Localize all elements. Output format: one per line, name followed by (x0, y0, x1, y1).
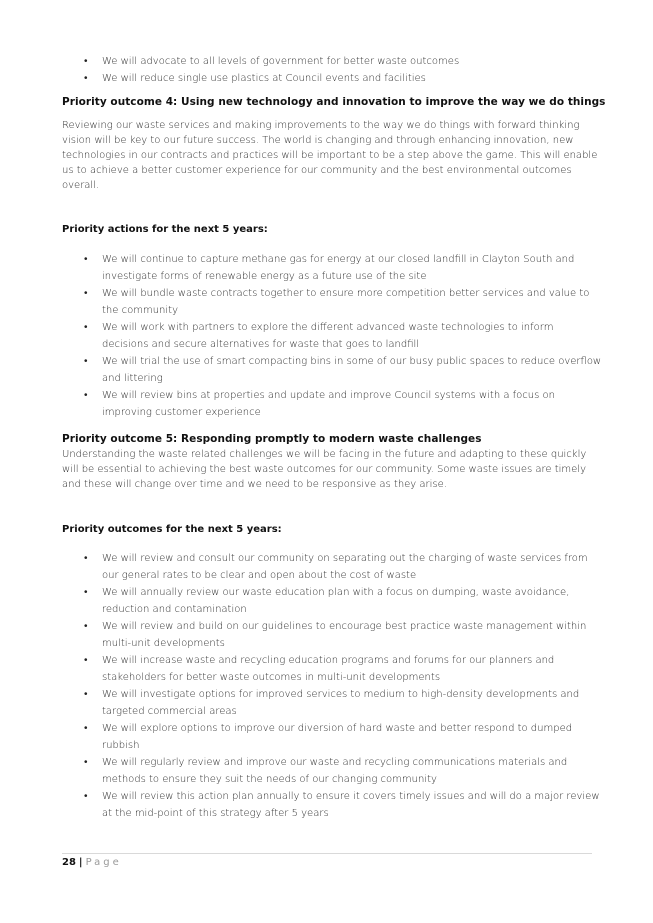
outcomes-list (62, 550, 602, 822)
outcome-4-paragraph: Reviewing our waste services and making improvements to the way we do things with forward thinking vision will be key to our future success. The world is changing and through enhancing innovation, new technologies in our contracts and practices will be important to be a step above the game. This will enable us to achieve a better customer experience for our community and the best environmental outcomes overall. (62, 120, 598, 191)
list-item: • We will investigate options for improved services to medium to high-density developments and targeted commercial areas (62, 686, 602, 720)
outcome-5-paragraph: Understanding the waste related challenges we will be facing in the future and adapting to these quickly will be essential to achieving the best waste outcomes for our community. Some waste issues are timely and these will change over time and we need to be responsive as they arise. (62, 449, 587, 490)
actions-heading: Priority actions for the next 5 years: (62, 224, 268, 235)
outcomes-heading: Priority outcomes for the next 5 years: (62, 524, 282, 535)
actions-list (62, 251, 602, 421)
bullet-dot-icon: • (84, 587, 88, 598)
outcome-4-heading: Priority outcome 4: Using new technology and innovation to improve the way we do things (62, 96, 606, 108)
bullet-dot-icon: • (84, 689, 88, 700)
bullet-dot-icon: • (84, 356, 88, 367)
bullet-dot-icon: • (84, 322, 88, 333)
list-item: • We will regularly review and improve our waste and recycling communications materials and methods to ensure they suit the needs of our changing community (62, 754, 602, 788)
bullet-dot-icon: • (84, 621, 88, 632)
footer-divider (62, 853, 592, 854)
top-bullet-list (62, 53, 602, 87)
list-item: • We will annually review our waste education plan with a focus on dumping, waste avoidance, reduction and contamination (62, 584, 602, 618)
list-item: • We will explore options to improve our diversion of hard waste and better respond to dumped rubbish (62, 720, 602, 754)
list-item: • We will continue to capture methane gas for energy at our closed landfill in Clayton South and investigate forms of renewable energy as a future use of the site (62, 251, 602, 285)
bullet-dot-icon: • (84, 288, 88, 299)
page-number: 28 (62, 857, 76, 868)
bullet-dot-icon: • (84, 553, 88, 564)
footer-separator: | (78, 857, 83, 868)
list-item: • We will review and consult our community on separating out the charging of waste services from our general rates to be clear and open about the cost of waste (62, 550, 602, 584)
list-item: • We will trial the use of smart compacting bins in some of our busy public spaces to reduce overflow and littering (62, 353, 602, 387)
bullet-dot-icon: • (84, 56, 88, 67)
bullet-dot-icon: • (84, 757, 88, 768)
list-item: • We will work with partners to explore the different advanced waste technologies to inform decisions and secure alternatives for waste that goes to landfill (62, 319, 602, 353)
page-footer (62, 857, 122, 868)
bullet-dot-icon: • (84, 390, 88, 401)
list-item: • We will advocate to all levels of government for better waste outcomes (62, 53, 602, 70)
outcome-5-heading: Priority outcome 5: Responding promptly to modern waste challenges (62, 433, 482, 445)
list-item: • We will bundle waste contracts together to ensure more competition better services and value to the community (62, 285, 602, 319)
bullet-dot-icon: • (84, 73, 88, 84)
list-item: • We will increase waste and recycling education programs and forums for our planners and stakeholders for better waste outcomes in multi-unit developments (62, 652, 602, 686)
list-item: • We will review bins at properties and update and improve Council systems with a focus on improving customer experience (62, 387, 602, 421)
list-item: • We will review this action plan annually to ensure it covers timely issues and will do a major review at the mid-point of this strategy after 5 years (62, 788, 602, 822)
bullet-dot-icon: • (84, 791, 88, 802)
bullet-dot-icon: • (84, 723, 88, 734)
bullet-dot-icon: • (84, 655, 88, 666)
list-item: • We will review and build on our guidelines to encourage best practice waste management within multi-unit developments (62, 618, 602, 652)
list-item: • We will reduce single use plastics at Council events and facilities (62, 70, 602, 87)
bullet-dot-icon: • (84, 254, 88, 265)
page-label: Page (85, 857, 122, 868)
